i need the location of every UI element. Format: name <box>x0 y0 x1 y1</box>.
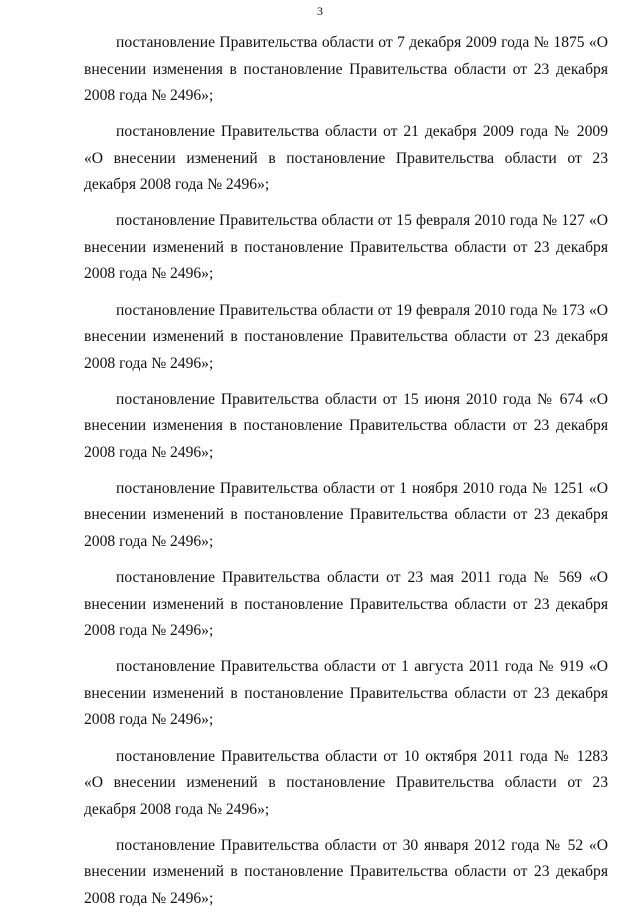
paragraph-10: постановление Правительства области от 30 января 2012 года № 52 «О внесении изменений в постановление Правительства области от 23 декабря 2008 года № 2496»; <box>84 836 608 907</box>
page-number: 3 <box>317 4 323 18</box>
document-body <box>84 30 608 922</box>
paragraph-5: постановление Правительства области от 15 июня 2010 года № 674 «О внесении изменения в постановление Правительства области от 23 декабря 2008 года № 2496»; <box>84 390 608 461</box>
paragraph-4: постановление Правительства области от 19 февраля 2010 года № 173 «О внесении изменений в постановление Правительства области от 23 декабря 2008 года № 2496»; <box>84 301 608 372</box>
paragraph-1: постановление Правительства области от 7 декабря 2009 года № 1875 «О внесении изменения в постановление Правительства области от 23 декабря 2008 года № 2496»; <box>84 34 608 104</box>
paragraph-2: постановление Правительства области от 21 декабря 2009 года № 2009 «О внесении изменений в постановление Правительства области от 23 декабря 2008 года № 2496»; <box>84 123 608 194</box>
paragraph-3: постановление Правительства области от 15 февраля 2010 года № 127 «О внесении изменений в постановление Правительства области от 23 декабря 2008 года № 2496»; <box>84 212 608 283</box>
paragraph-9: постановление Правительства области от 10 октября 2011 года № 1283 «О внесении изменений в постановление Правительства области от 23 декабря 2008 года № 2496»; <box>84 747 608 818</box>
paragraph-7: постановление Правительства области от 23 мая 2011 года № 569 «О внесении изменений в постановление Правительства области от 23 декабря 2008 года № 2496»; <box>84 569 608 640</box>
paragraph-6: постановление Правительства области от 1 ноября 2010 года № 1251 «О внесении изменений в постановление Правительства области от 23 декабря 2008 года № 2496»; <box>84 479 608 550</box>
paragraph-8: постановление Правительства области от 1 августа 2011 года № 919 «О внесении изменений в постановление Правительства области от 23 декабря 2008 года № 2496»; <box>84 658 608 729</box>
